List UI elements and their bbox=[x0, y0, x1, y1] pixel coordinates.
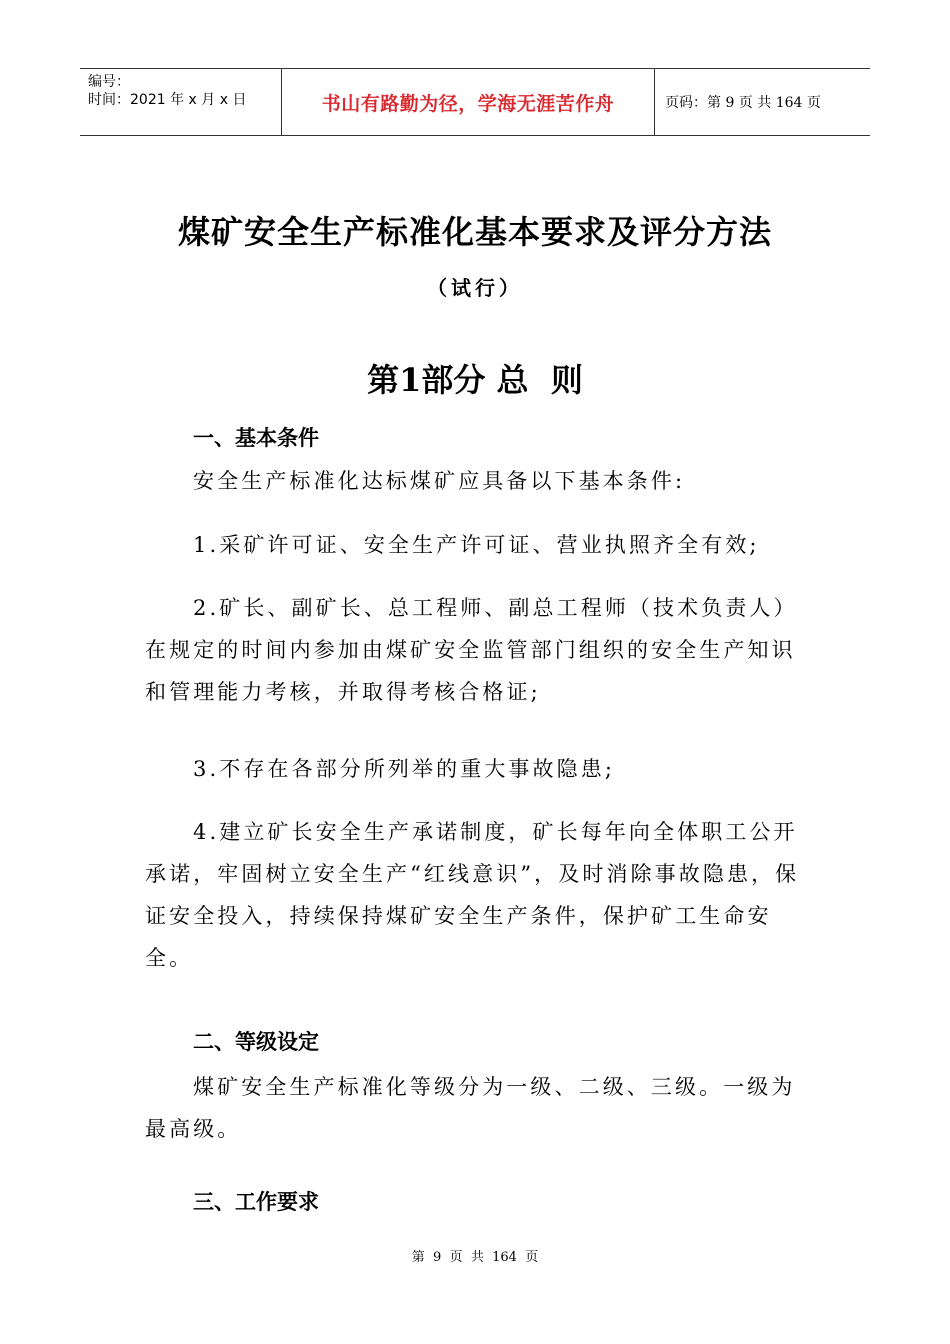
paragraph-item-1: 1.采矿许可证、安全生产许可证、营业执照齐全有效; bbox=[193, 533, 760, 557]
part-title: 第1部分 总 则 bbox=[367, 361, 583, 399]
header-meta-cell bbox=[80, 69, 282, 135]
header-motto: 书山有路勤为径，学海无涯苦作舟 bbox=[282, 69, 655, 135]
doc-date-label: 时间：2021 年 x 月 x 日 bbox=[88, 92, 247, 108]
section-heading-work-requirements: 三、工作要求 bbox=[193, 1190, 319, 1214]
paragraph-item-4: 4.建立矿长安全生产承诺制度，矿长每年向全体职工公开承诺，牢固树立安全生产“红线意识”，及时消除事故隐患，保证安全投入，持续保持煤矿安全生产条件，保护矿工生命安全。 bbox=[145, 820, 800, 970]
paragraph-intro: 安全生产标准化达标煤矿应具备以下基本条件: bbox=[193, 469, 686, 493]
section-heading-basic-conditions: 一、基本条件 bbox=[193, 426, 319, 450]
paragraph-item-3: 3.不存在各部分所列举的重大事故隐患; bbox=[193, 757, 616, 781]
paragraph-grade-text: 煤矿安全生产标准化等级分为一级、二级、三级。一级为最高级。 bbox=[145, 1075, 796, 1141]
header-table bbox=[80, 68, 870, 136]
paragraph-item-2: 2.矿长、副矿长、总工程师、副总工程师（技术负责人）在规定的时间内参加由煤矿安全监管部门组织的安全生产知识和管理能力考核，并取得考核合格证; bbox=[145, 596, 798, 704]
page-subtitle: （试行） bbox=[427, 276, 523, 300]
doc-number-label: 编号： bbox=[88, 74, 130, 90]
page-title: 煤矿安全生产标准化基本要求及评分方法 bbox=[177, 213, 772, 251]
section-heading-grade-setting: 二、等级设定 bbox=[193, 1030, 319, 1054]
page-footer: 第 9 页 共 164 页 bbox=[411, 1250, 539, 1265]
header-page-info: 页码：第 9 页 共 164 页 bbox=[665, 95, 821, 111]
